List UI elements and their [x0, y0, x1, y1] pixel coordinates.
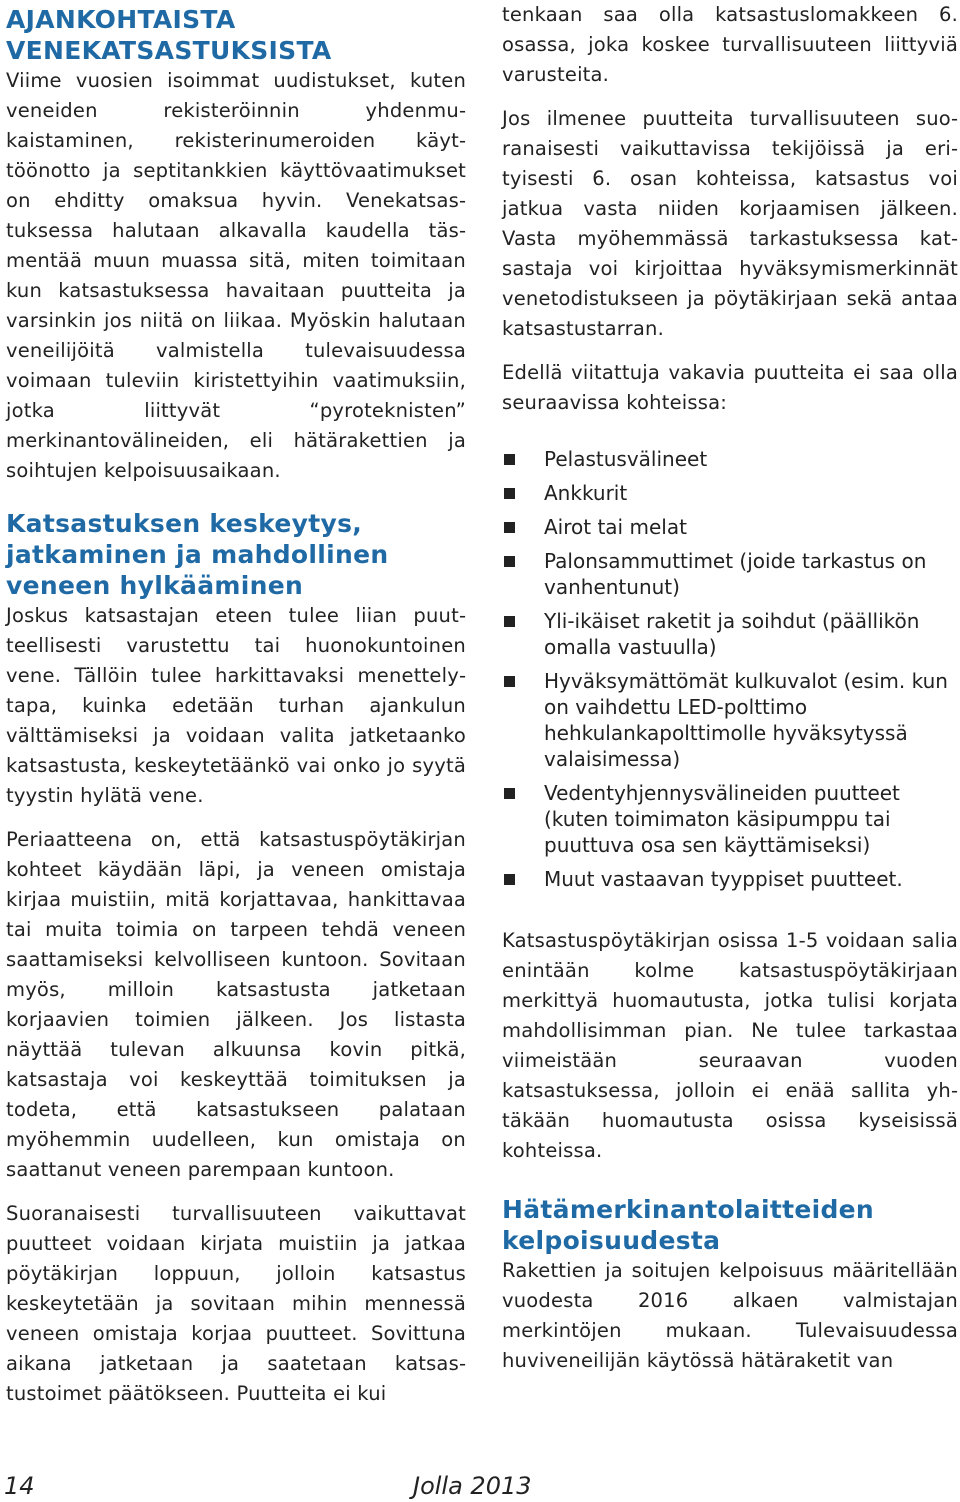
paragraph-lista-intro: Edellä viitattuja vakavia puutteita ei saa olla seuraavissa kohteissa:: [502, 361, 958, 414]
paragraph-intro: Viime vuosien isoimmat uudistukset, kuten veneiden rekisteröinnin yhdenmukaistaminen, rekisterinumeroiden käyttöönotto ja septitankkien käyttövaatimukset on ehditty omaksua hyvin. Venekatsastuksessa halutaan alkavalla kaudella täsmentää muun muassa sitä, miten toimitaan kun katsastuksessa havaitaan puutteita ja varsinkin jos niitä on liikaa. Myöskin halutaan veneilijöitä valmistella tulevaisuudessa voimaan tuleviin kiristettyihin vaatimuksiin, jotka liittyvät “pyroteknisten” merkinantovälineiden, eli hätärakettien ja soihtujen kelpoisuusaikaan.: [6, 69, 466, 482]
list-item: Ankkurit: [502, 480, 958, 506]
section-title-ajankohtaista: AJANKOHTAISTA VENEKATSASTUKSISTA: [6, 5, 332, 65]
list-item: Palonsammuttimet (joide tarkastus on vanhentunut): [502, 548, 958, 600]
paragraph-huomautukset: Katsastuspöytäkirjan osissa 1-5 voidaan salia enintään kolme katsastuspöytäkirjaan merkittyä huomautusta, jotka tulisi korjata mahdollisimman pian. Ne tulee tarkastaa viimeistään seuraavan vuoden katsastuksessa, jolloin ei enää sallita yhtäkään huomautusta osissa kyseisissä kohteissa.: [502, 929, 958, 1162]
paragraph-keskeytys-1: Joskus katsastajan eteen tulee liian puutteellisesti varustettu tai huonokuntoinen vene. Tällöin tulee harkittavaksi menettelytapa, kuinka edetään turhan ajankulun välttämiseksi ja voidaan valita jatketaanko katsastusta, keskeytetäänkö vai onko jo syytä tyystin hylätä vene.: [6, 604, 466, 807]
section-title-hatamerkinanto: Hätämerkinantolaitteiden kelpoisuudesta: [502, 1195, 875, 1255]
page-number: 14: [4, 1472, 35, 1500]
list-item: Pelastusvälineet: [502, 446, 958, 472]
paragraph-puutteet: Jos ilmenee puutteita turvallisuuteen suoranaisesti vaikuttavissa tekijöissä ja erityisesti 6. osan kohteissa, katsastus voi jatkua vasta niiden korjaamisen jälkeen. Vasta myöhemmässä tarkastuksessa katsastaja voi kirjoittaa hyväksymismerkinnät venetodistukseen ja pöytäkirjaan sekä antaa katsastustarran.: [502, 107, 958, 340]
list-item: Hyväksymättömät kulkuvalot (esim. kun on vaihdettu LED-polttimo hehkulankapolttimolle hyväksytyssä valaisimessa): [502, 668, 958, 772]
paragraph-keskeytys-3: Suoranaisesti turvallisuuteen vaikuttavat puutteet voidaan kirjata muistiin ja jatkaa pöytäkirjan loppuun, jolloin katsastus keskeytetään ja sovitaan mihin mennessä veneen omistaja korjaa puutteet. Sovittuna aikana jatketaan ja saatetaan katsastustoimet päätökseen. Puutteita ei kui: [6, 1202, 466, 1405]
list-item: Airot tai melat: [502, 514, 958, 540]
magazine-name: Jolla 2013: [413, 1472, 532, 1500]
list-item: Vedentyhjennysvälineiden puutteet (kuten toimimaton käsipumppu tai puuttuva osa sen käyttämiseksi): [502, 780, 958, 858]
paragraph-continued: tenkaan saa olla katsastuslomakkeen 6. osassa, joka koskee turvallisuuteen liittyviä varusteita.: [502, 3, 958, 86]
left-column: [6, 0, 466, 1409]
paragraph-kelpoisuus: Rakettien ja soitujen kelpoisuus määritellään vuodesta 2016 alkaen valmistajan merkintöjen mukaan. Tulevaisuudessa huviveneilijän käytössä hätäraketit van: [502, 1259, 958, 1372]
list-item: Muut vastaavan tyyppiset puutteet.: [502, 866, 958, 892]
section-title-keskeytys: Katsastuksen keskeytys, jatkaminen ja mahdollinen veneen hylkääminen: [6, 509, 389, 600]
right-column: [502, 0, 958, 1376]
puutteet-list: [502, 446, 958, 892]
list-item: Yli-ikäiset raketit ja soihdut (päällikön omalla vastuulla): [502, 608, 958, 660]
paragraph-keskeytys-2: Periaatteena on, että katsastuspöytäkirjan kohteet käydään läpi, ja veneen omistaja kirjaa muistiin, mitä korjattavaa, hankittavaa tai muita toimia on tarpeen tehdä veneen saattamiseksi kelvolliseen kuntoon. Sovitaan myös, milloin katsastusta jatketaan korjaavien toimien jälkeen. Jos listasta näyttää tulevan alkuunsa kovin pitkä, katsastaja voi keskeyttää toimituksen ja todeta, että katsastukseen palataan myöhemmin uudelleen, kun omistaja on saattanut veneen parempaan kuntoon.: [6, 828, 466, 1181]
